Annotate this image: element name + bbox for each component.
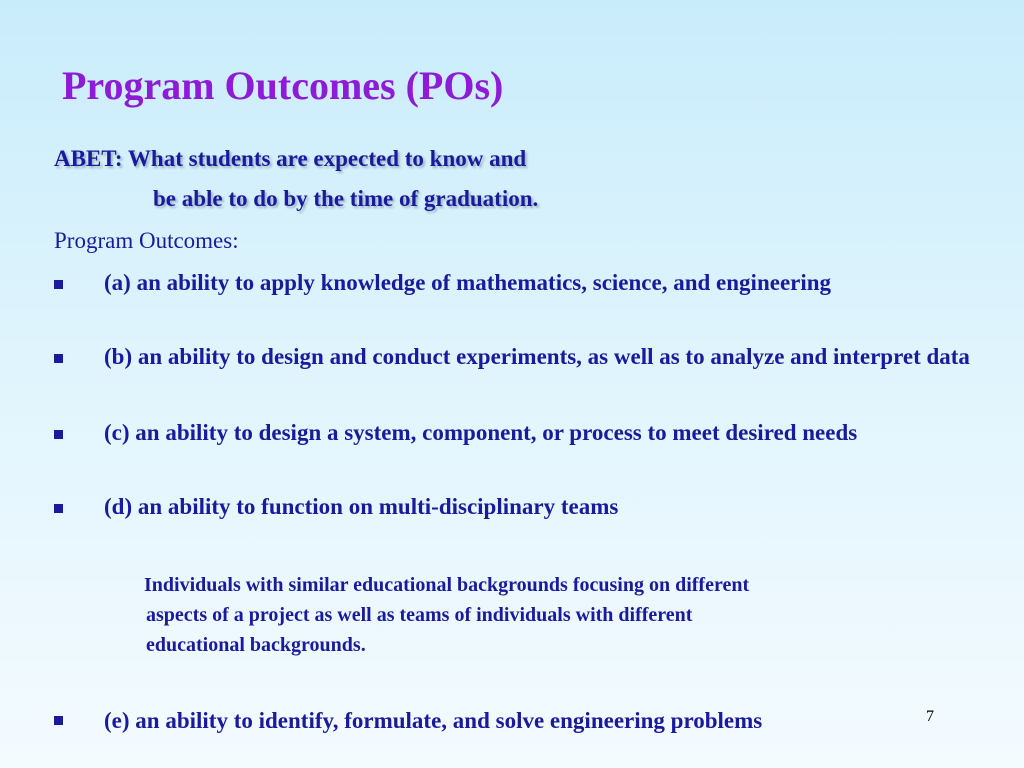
outcome-e: (e) an ability to identify, formulate, and solve engineering problems xyxy=(104,708,763,733)
bullet-b xyxy=(54,352,66,368)
bullet-c xyxy=(54,428,66,444)
page-number: 7 xyxy=(926,708,934,725)
teams-explanation-note xyxy=(144,570,968,660)
square-bullet-icon xyxy=(54,430,63,439)
abet-definition-line-2: be able to do by the time of graduation. xyxy=(153,186,539,211)
square-bullet-icon xyxy=(54,504,63,513)
abet-definition-line-1: ABET: What students are expected to know and xyxy=(54,146,527,171)
bullet-a xyxy=(54,278,66,294)
outcome-c: (c) an ability to design a system, component, or process to meet desired needs xyxy=(104,420,858,445)
square-bullet-icon xyxy=(54,716,63,725)
note-line-3: educational backgrounds. xyxy=(146,634,366,656)
slide-title: Program Outcomes (POs) xyxy=(62,63,504,108)
outcome-b: (b) an ability to design and conduct experiments, as well as to analyze and interpret data xyxy=(104,344,970,369)
note-line-2: aspects of a project as well as teams of individuals with different xyxy=(146,604,693,626)
program-outcomes-heading: Program Outcomes: xyxy=(54,228,239,253)
outcome-d: (d) an ability to function on multi-disciplinary teams xyxy=(104,494,619,519)
outcome-a: (a) an ability to apply knowledge of mathematics, science, and engineering xyxy=(104,270,832,295)
bullet-d xyxy=(54,502,66,518)
square-bullet-icon xyxy=(54,354,63,363)
note-line-1: Individuals with similar educational backgrounds focusing on different xyxy=(144,574,750,596)
square-bullet-icon xyxy=(54,280,63,289)
bullet-e xyxy=(54,714,66,730)
